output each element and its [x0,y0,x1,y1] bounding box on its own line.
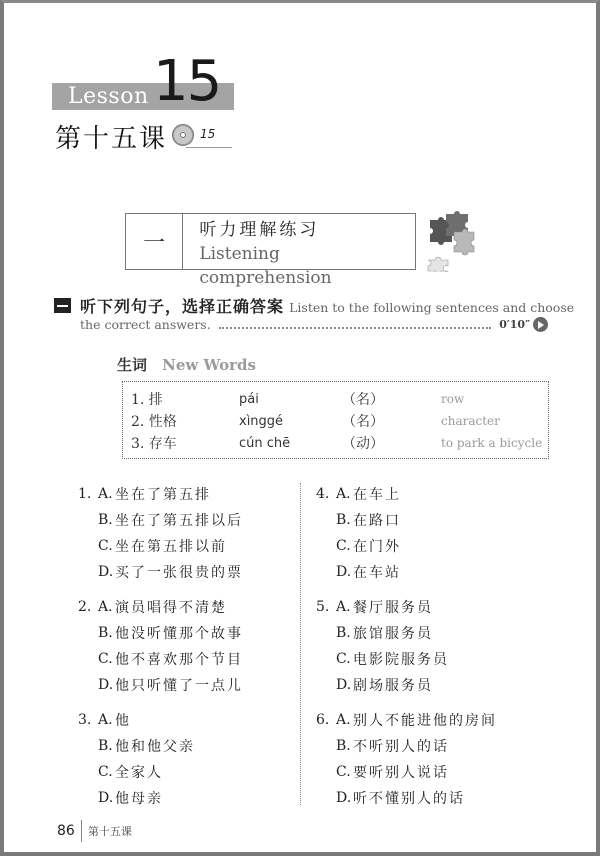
option-letter: D. [98,677,114,693]
option-b[interactable]: 坐在了第五排以后 [115,513,243,529]
question-5 [316,594,556,707]
question-number: 1. [78,486,92,502]
puzzle-pieces-icon [424,210,480,272]
audio-time: 0′10″ [499,318,530,331]
option-a[interactable]: 餐厅服务员 [353,600,433,616]
vocab-pinyin: cún chē [239,435,291,451]
option-b[interactable]: 他没听懂那个故事 [115,626,243,642]
option-letter: B. [98,738,113,754]
option-d[interactable]: 剧场服务员 [353,678,433,694]
vocab-word: 2. 性格 [131,414,177,430]
option-letter: A. [336,486,351,502]
question-2 [78,594,318,707]
dotted-leader [219,321,492,329]
question-3 [78,707,318,820]
option-a[interactable]: 别人不能进他的房间 [353,713,497,729]
option-a[interactable]: 他 [115,713,131,729]
option-a[interactable]: 在车上 [353,487,401,503]
option-b[interactable]: 旅馆服务员 [353,626,433,642]
option-letter: B. [336,625,351,641]
option-letter: D. [336,564,352,580]
option-letter: B. [336,512,351,528]
question-number: 5. [316,599,330,615]
vocab-pos: （名） [342,414,384,430]
option-letter: C. [98,651,113,667]
option-letter: B. [336,738,351,754]
option-letter: D. [336,677,352,693]
option-letter: A. [98,712,113,728]
option-a[interactable]: 坐在了第五排 [115,487,211,503]
page-number: 86 [57,823,75,839]
new-words-box [122,381,549,459]
option-a[interactable]: 演员唱得不清楚 [115,600,227,616]
lesson-number: 15 [153,49,221,114]
option-b[interactable]: 他和他父亲 [115,739,195,755]
option-letter: B. [98,625,113,641]
option-letter: A. [336,712,351,728]
new-words-title-cn: 生词 [117,356,148,374]
option-letter: D. [336,790,352,806]
option-c[interactable]: 要听别人说话 [353,765,449,781]
option-letter: C. [98,538,113,554]
option-letter: C. [336,651,351,667]
questions-right-column [316,481,556,820]
option-c[interactable]: 他不喜欢那个节目 [115,652,243,668]
exercise-instruction-cn: 听下列句子，选择正确答案 [80,297,285,316]
section-number: 一 [126,214,183,269]
cd-icon[interactable] [172,124,194,146]
vocab-meaning: character [441,414,500,428]
option-c[interactable]: 在门外 [353,539,401,555]
option-c[interactable]: 坐在第五排以前 [115,539,227,555]
vocab-pinyin: xìnggé [239,413,284,429]
option-b[interactable]: 在路口 [353,513,401,529]
question-number: 4. [316,486,330,502]
vocab-row [123,388,548,410]
option-letter: D. [98,790,114,806]
footer-chapter: 第十五课 [87,825,132,838]
lesson-title-cn: 第十五课 [55,124,168,154]
question-4 [316,481,556,594]
option-letter: A. [98,599,113,615]
option-letter: B. [98,512,113,528]
exercise-instruction-en-cont: the correct answers. [80,317,211,332]
audio-track-number: 15 [200,127,216,141]
option-letter: A. [98,486,113,502]
footer-separator [81,820,82,842]
page-footer [57,820,132,842]
option-c[interactable]: 电影院服务员 [353,652,449,668]
option-d[interactable]: 他只听懂了一点儿 [115,678,243,694]
option-d[interactable]: 在车站 [353,565,401,581]
question-number: 2. [78,599,92,615]
vocab-pinyin: pái [239,391,259,407]
option-c[interactable]: 全家人 [115,765,163,781]
vocab-row [123,432,548,454]
option-letter: D. [98,564,114,580]
vocab-pos: （动） [342,436,384,452]
play-icon[interactable] [533,317,548,332]
vocab-word: 3. 存车 [131,436,177,452]
question-6 [316,707,556,820]
section-title-box [125,213,416,288]
question-number: 3. [78,712,92,728]
option-d[interactable]: 他母亲 [115,791,163,807]
questions-left-column [78,481,318,820]
option-letter: A. [336,599,351,615]
exercise-instruction-line2 [80,317,548,332]
section-title-en: Listening comprehension [199,244,332,288]
vocab-word: 1. 排 [131,392,163,408]
vocab-meaning: to park a bicycle [441,436,543,450]
new-words-heading [117,354,256,375]
exercise-instruction-en: Listen to the following sentences and choose [289,300,575,315]
question-number: 6. [316,712,330,728]
new-words-title-en: New Words [162,356,256,374]
question-1 [78,481,318,594]
option-b[interactable]: 不听别人的话 [353,739,449,755]
exercise-number-badge [54,298,71,313]
section-title-cn: 听力理解练习 [199,220,320,240]
option-letter: C. [336,538,351,554]
vocab-row [123,410,548,432]
vocab-pos: （名） [342,392,384,408]
option-d[interactable]: 买了一张很贵的票 [115,565,243,581]
vocab-meaning: row [441,392,465,406]
lesson-word: Lesson [68,84,149,109]
exercise-instruction [80,294,575,317]
option-letter: C. [336,764,351,780]
option-letter: C. [98,764,113,780]
option-d[interactable]: 听不懂别人的话 [353,791,465,807]
track-underline [186,147,232,148]
